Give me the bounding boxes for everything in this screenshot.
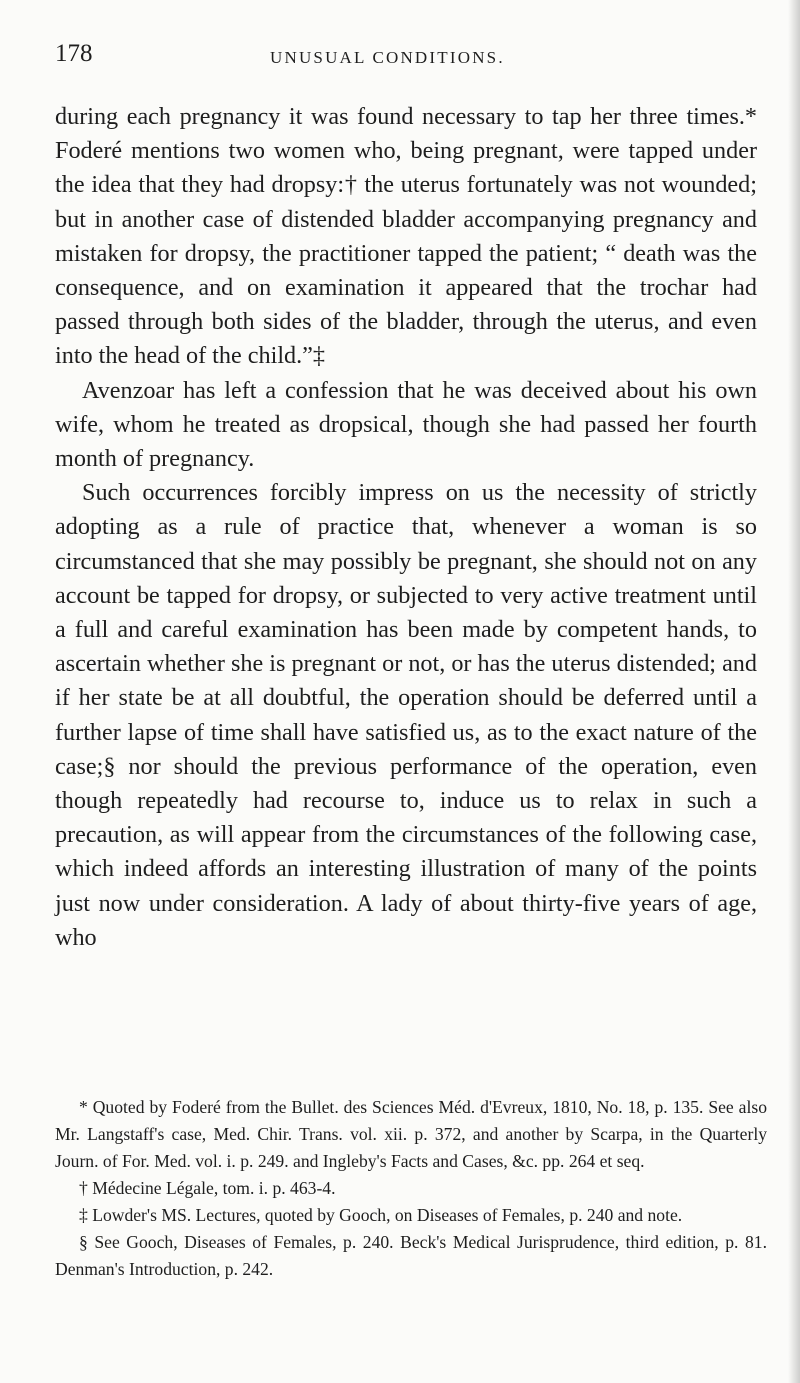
footnote-double-dagger: ‡ Lowder's MS. Lectures, quoted by Gooch, on Diseases of Females, p. 240 and note. — [79, 1205, 683, 1225]
page-number: 178 — [55, 40, 93, 67]
footnote-asterisk: * Quoted by Foderé from the Bullet. des Sciences Méd. d'Evreux, 1810, No. 18, p. 135. See also Mr. Langstaff's case, Med. Chir. Trans. vol. xii. p. 372, and another by Scarpa, in the Quarterly Journ. of For. Med. vol. i. p. 249. and Ingleby's Facts and Cases, &c. pp. 264 et seq. — [55, 1097, 767, 1171]
running-title: UNUSUAL CONDITIONS. — [270, 48, 505, 67]
page-edge-shadow — [788, 0, 800, 1383]
running-head — [55, 40, 755, 76]
body-text — [55, 100, 757, 955]
footnote-dagger: † Médecine Légale, tom. i. p. 463-4. — [79, 1178, 336, 1198]
paragraph-3: Such occurrences forcibly impress on us the necessity of strictly adopting as a rule of practice that, whenever a woman is so circumstanced that she may possibly be pregnant, she should not on any account be tapped for dropsy, or subjected to very active treatment until a full and careful examination has been made by competent hands, to ascertain whether she is pregnant or not, or has the uterus distended; and if her state be at all doubtful, the operation should be deferred until a further lapse of time shall have satisfied us, as to the exact nature of the case;§ nor should the previous performance of the operation, even though repeatedly had recourse to, induce us to relax in such a precaution, as will appear from the circumstances of the following case, which indeed affords an interesting illustration of many of the points just now under consideration. A lady of about thirty-five years of age, who — [55, 479, 757, 951]
paragraph-2: Avenzoar has left a confession that he was deceived about his own wife, whom he treated as dropsical, though she had passed her fourth month of pregnancy. — [55, 376, 757, 473]
footnotes — [55, 1094, 767, 1283]
footnote-section: § See Gooch, Diseases of Females, p. 240. Beck's Medical Jurisprudence, third edition, p. 81. Denman's Introduction, p. 242. — [55, 1232, 767, 1279]
paragraph-1: during each pregnancy it was found necessary to tap her three times.* Foderé mentions two women who, being pregnant, were tapped under the idea that they had dropsy:† the uterus fortunately was not wounded; but in another case of distended bladder accompanying pregnancy and mistaken for dropsy, the practitioner tapped the patient; “ death was the consequence, and on examination it appeared that the trochar had passed through both sides of the bladder, through the uterus, and even into the head of the child.”‡ — [55, 103, 757, 370]
